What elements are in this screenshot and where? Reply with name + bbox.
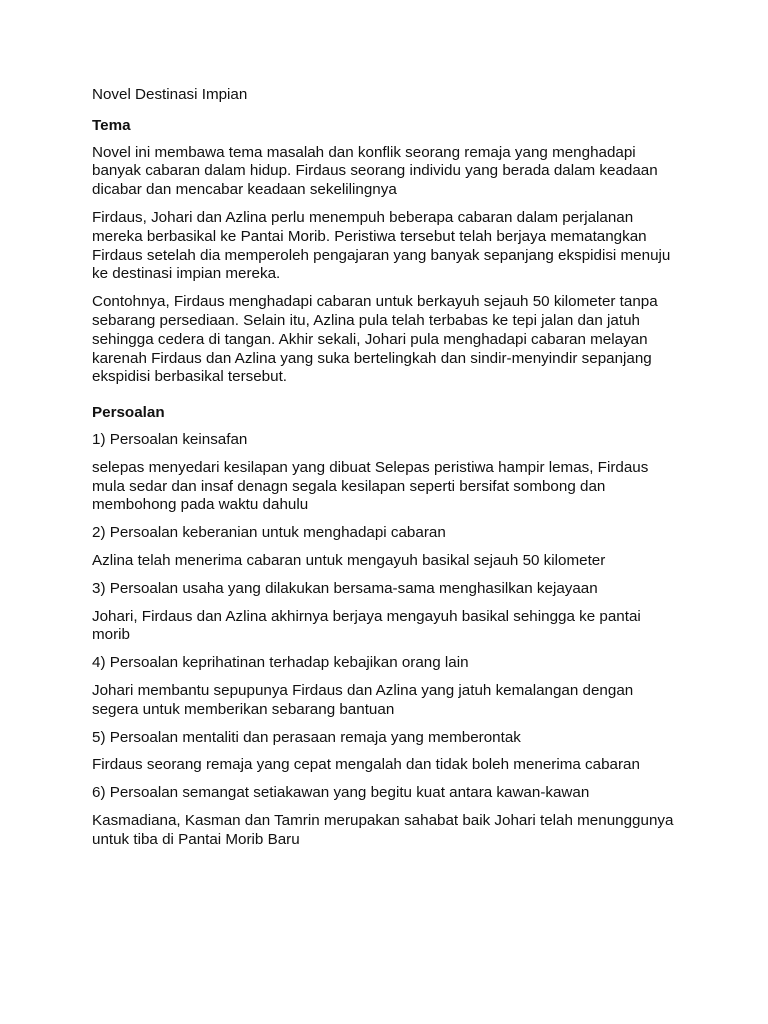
persoalan-item-1-label: 1) Persoalan keinsafan: [92, 430, 248, 448]
persoalan-item-4-text: Johari membantu sepupunya Firdaus dan Azlina yang jatuh kemalangan dengan segera untuk memberikan sebarang bantuan: [92, 681, 634, 718]
section-heading-persoalan: Persoalan: [92, 404, 165, 422]
persoalan-item-6-text: Kasmadiana, Kasman dan Tamrin merupakan sahabat baik Johari telah menunggunya untuk tiba di Pantai Morib Baru: [92, 811, 674, 848]
persoalan-item-5-text: Firdaus seorang remaja yang cepat mengalah dan tidak boleh menerima cabaran: [92, 756, 640, 774]
tema-paragraph-2: Firdaus, Johari dan Azlina perlu menempuh beberapa cabaran dalam perjalanan mereka berbasikal ke Pantai Morib. Peristiwa tersebut telah berjaya mematangkan Firdaus setelah dia memperoleh pengajaran yang banyak sepanjang ekspidisi menuju ke destinasi impian mereka.: [92, 208, 671, 283]
persoalan-item-2-label: 2) Persoalan keberanian untuk menghadapi cabaran: [92, 524, 446, 542]
section-heading-tema: Tema: [92, 116, 131, 134]
persoalan-item-3-label: 3) Persoalan usaha yang dilakukan bersama-sama menghasilkan kejayaan: [92, 579, 598, 597]
persoalan-item-2-text: Azlina telah menerima cabaran untuk mengayuh basikal sejauh 50 kilometer: [92, 551, 606, 569]
tema-paragraph-3: Contohnya, Firdaus menghadapi cabaran untuk berkayuh sejauh 50 kilometer tanpa sebarang persediaan. Selain itu, Azlina pula telah terbabas ke tepi jalan dan jatuh sehingga cedera di tangan. Akhir sekali, Johari pula menghadapi cabaran melayan karenah Firdaus dan Azlina yang suka bertelingkah dan sindir-menyindir sepanjang ekspidisi berbasikal tersebut.: [92, 293, 658, 386]
document-title: Novel Destinasi Impian: [92, 86, 248, 103]
persoalan-item-1-text: selepas menyedari kesilapan yang dibuat Selepas peristiwa hampir lemas, Firdaus mula sedar dan insaf denagn segala kesilapan seperti bersifat sombong dan membohong pada waktu dahulu: [92, 458, 649, 514]
persoalan-item-3-text: Johari, Firdaus dan Azlina akhirnya berjaya mengayuh basikal sehingga ke pantai morib: [92, 607, 641, 644]
document-page: [92, 86, 682, 859]
tema-paragraph-1: Novel ini membawa tema masalah dan konflik seorang remaja yang menghadapi banyak cabaran dalam hidup. Firdaus seorang individu yang berada dalam keadaan dicabar dan mencabar keadaan sekelilingnya: [92, 143, 658, 199]
persoalan-item-5-label: 5) Persoalan mentaliti dan perasaan remaja yang memberontak: [92, 728, 521, 746]
persoalan-item-4-label: 4) Persoalan keprihatinan terhadap kebajikan orang lain: [92, 654, 469, 672]
persoalan-item-6-label: 6) Persoalan semangat setiakawan yang begitu kuat antara kawan-kawan: [92, 784, 590, 802]
